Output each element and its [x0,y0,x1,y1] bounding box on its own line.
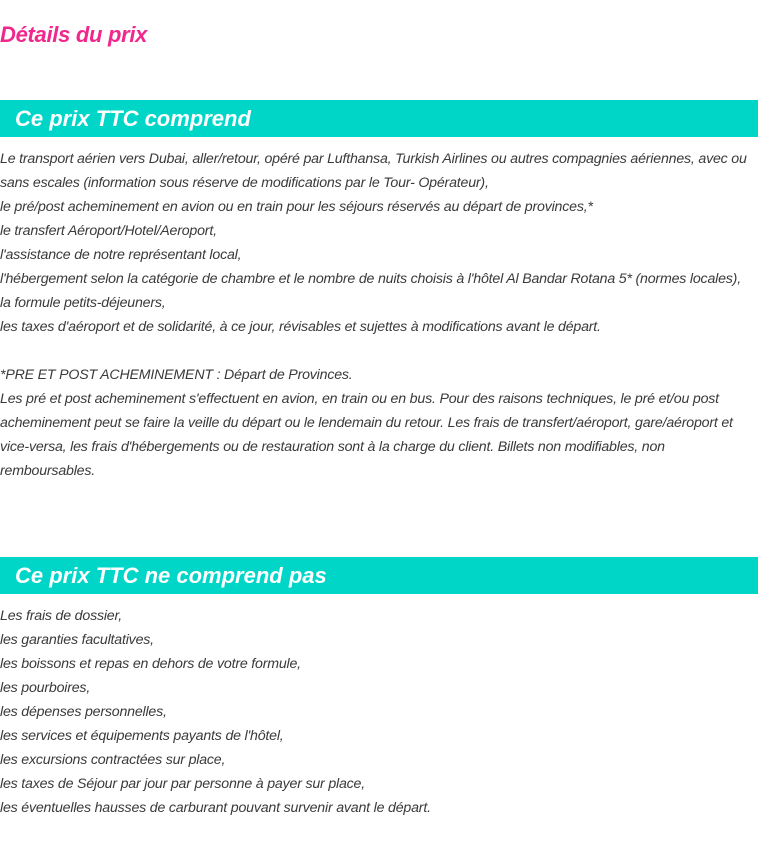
transfer-note-title: *PRE ET POST ACHEMINEMENT : Départ de Provinces. [0,367,353,383]
excluded-item: les pourboires, [0,680,91,696]
page-title: Détails du prix [0,22,148,47]
excluded-item: les garanties facultatives, [0,632,154,648]
excluded-section-header: Ce prix TTC ne comprend pas [0,557,758,594]
included-item: l'hébergement selon la catégorie de chambre et le nombre de nuits choisis à l'hôtel Al Bandar Rotana 5* (normes locales), [0,271,741,287]
spacer [0,339,756,363]
excluded-item: les taxes de Séjour par jour par personne à payer sur place, [0,776,365,792]
transfer-note-text: Les pré et post acheminement s'effectuent en avion, en train ou en bus. Pour des raisons techniques, le pré et/ou post acheminement peut se faire la veille du départ ou le lendemain du retour. Les frais de transfert/aéroport, gare/aéroport et vice-versa, les frais d'hébergements ou de restauration sont à la charge du client. Billets non modifiables, non remboursables. [0,391,733,479]
included-item: les taxes d'aéroport et de solidarité, à ce jour, révisables et sujettes à modifications avant le départ. [0,319,601,335]
excluded-list [0,604,756,820]
excluded-item: Les frais de dossier, [0,608,122,624]
included-item: Le transport aérien vers Dubai, aller/retour, opéré par Lufthansa, Turkish Airlines ou autres compagnies aériennes, avec ou sans escales (information sous réserve de modifications par le Tour- Opérateur), [0,151,747,191]
included-section-header: Ce prix TTC comprend [0,100,758,137]
excluded-item: les éventuelles hausses de carburant pouvant survenir avant le départ. [0,800,431,816]
excluded-item: les services et équipements payants de l'hôtel, [0,728,284,744]
included-item: l'assistance de notre représentant local, [0,247,242,263]
excluded-item: les boissons et repas en dehors de votre formule, [0,656,301,672]
included-item: la formule petits-déjeuners, [0,295,166,311]
included-item: le pré/post acheminement en avion ou en train pour les séjours réservés au départ de provinces,* [0,199,593,215]
excluded-item: les dépenses personnelles, [0,704,167,720]
included-item: le transfert Aéroport/Hotel/Aeroport, [0,223,217,239]
excluded-item: les excursions contractées sur place, [0,752,226,768]
included-list [0,147,756,483]
